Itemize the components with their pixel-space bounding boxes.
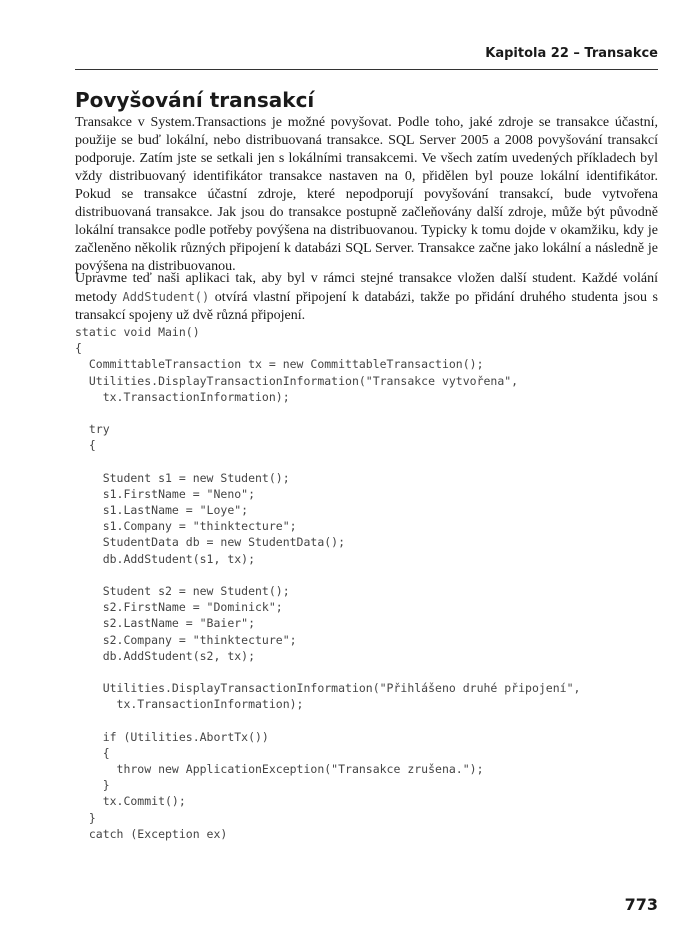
paragraph-text-start: Upravme teď naši aplikaci tak, aby byl v rámci stejné transakce vložen další student. Každé volání metody: [75, 271, 658, 305]
code-line: [75, 664, 580, 680]
paragraph-update-app: [75, 270, 658, 325]
paragraph-intro: Transakce v System.Transactions je možné povyšovat. Podle toho, jaké zdroje se transakce účastní, použije se buď lokální, nebo distribuovaná transakce. SQL Server 2005 a 2008 povyšování transakcí podporuje. Zatím jste se setkali jen s lokálními transakcemi. Ve všech zatím uvedených příkladech byl vždy distribuovaný identifikátor transakce nastaven na 0, přidělen byl pouze lokální identifikátor. Pokud se transakce účastní zdroje, které nepodporují povyšování transakcí, bude vytvořena distribuovaná transakce. Jak jsou do transakce postupně začleňovány další zdroje, může být původně lokální transakce podle potřeby povýšena na distribuovanou. Typicky k tomu dojde v okamžiku, kdy je začleněno několik různých připojení k databázi SQL Server. Transakce začne jako lokální a následně je povýšena na distribuovanou.: [75, 115, 658, 274]
code-line: s2.LastName = "Baier";: [75, 616, 256, 631]
code-line: [75, 405, 580, 421]
code-line: db.AddStudent(s1, tx);: [75, 551, 256, 566]
code-line: [75, 567, 580, 583]
code-line: tx.Commit();: [75, 794, 186, 809]
header-rule: [75, 69, 658, 70]
code-line: if (Utilities.AbortTx()): [75, 729, 269, 744]
code-line: s1.LastName = "Loye";: [75, 503, 249, 518]
code-line: s2.FirstName = "Dominick";: [75, 600, 283, 615]
code-line: Utilities.DisplayTransactionInformation("Transakce vytvořena",: [75, 373, 519, 388]
code-line: StudentData db = new StudentData();: [75, 535, 346, 550]
code-line: s1.FirstName = "Neno";: [75, 486, 256, 501]
code-line: static void Main(): [75, 325, 200, 339]
paragraph-text-end: otvírá vlastní připojení k databázi, takže po přidání druhého studenta jsou s transakcí spojeny už dvě různá připojení.: [75, 290, 658, 323]
code-line: [75, 454, 580, 470]
code-line: Student s1 = new Student();: [75, 470, 290, 485]
code-line: [75, 713, 580, 729]
code-line: throw new ApplicationException("Transakce zrušena.");: [75, 762, 484, 777]
code-line: catch (Exception ex): [75, 826, 228, 841]
code-line: {: [75, 341, 82, 356]
inline-code-addstudent: AddStudent(): [122, 290, 210, 304]
running-head: Kapitola 22 – Transakce: [485, 46, 658, 61]
code-line: Utilities.DisplayTransactionInformation("Přihlášeno druhé připojení",: [75, 681, 581, 696]
code-line: }: [75, 810, 96, 825]
section-heading: Povyšování transakcí: [75, 88, 315, 112]
code-listing: [75, 324, 580, 842]
code-line: db.AddStudent(s2, tx);: [75, 648, 256, 663]
code-line: try: [75, 422, 110, 437]
code-line: s1.Company = "thinktecture";: [75, 519, 297, 534]
code-line: Student s2 = new Student();: [75, 584, 290, 598]
code-line: s2.Company = "thinktecture";: [75, 632, 297, 647]
code-line: {: [75, 745, 110, 760]
page-number: 773: [624, 895, 658, 914]
code-line: }: [75, 778, 110, 793]
code-line: tx.TransactionInformation);: [75, 697, 304, 712]
code-line: {: [75, 438, 96, 453]
code-line: tx.TransactionInformation);: [75, 389, 290, 404]
code-line: CommittableTransaction tx = new CommittableTransaction();: [75, 357, 484, 372]
